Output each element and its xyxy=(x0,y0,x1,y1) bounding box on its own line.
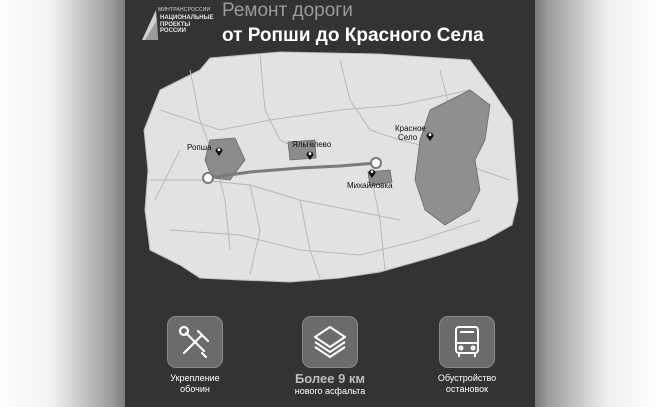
label-krasnoe-selo-line2: Село xyxy=(398,133,418,142)
feature-stops-line1: Обустройство xyxy=(437,373,497,383)
feature-shoulders-line2: обочин xyxy=(180,384,210,394)
location-pin-icon xyxy=(367,168,377,178)
title-line-1: Ремонт дороги xyxy=(222,0,353,21)
label-ropsha: Ропша xyxy=(187,143,212,152)
logo-projects-text: НАЦИОНАЛЬНЫЕ ПРОЕКТЫ РОССИИ xyxy=(160,15,214,34)
logo-ministry-text: МИНТРАНСРОССИИ xyxy=(158,7,211,13)
road-end-marker xyxy=(371,158,381,168)
title-line-2: от Ропши до Красного Села xyxy=(222,25,484,46)
location-pin-icon xyxy=(305,150,315,160)
asphalt-layers-icon xyxy=(302,316,358,368)
feature-asphalt xyxy=(278,316,382,397)
feature-shoulders-line1: Укрепление xyxy=(170,373,220,383)
feature-asphalt-caption: нового асфальта xyxy=(294,386,366,396)
label-mikhaylovka: Михайловка xyxy=(347,181,393,190)
feature-stops-line2: остановок xyxy=(445,384,489,394)
location-pin-icon xyxy=(214,146,224,156)
feature-asphalt-length: Более 9 км xyxy=(294,371,366,386)
road-start-marker xyxy=(203,173,213,183)
label-yalgelevo: Яльгелево xyxy=(292,140,332,149)
feature-shoulders xyxy=(150,316,240,395)
road-map xyxy=(140,50,520,285)
feature-stops xyxy=(420,316,514,395)
label-krasnoe-selo-line1: Красное xyxy=(395,124,426,133)
tools-icon xyxy=(167,316,223,368)
location-pin-icon xyxy=(425,131,435,141)
bus-icon xyxy=(439,316,495,368)
